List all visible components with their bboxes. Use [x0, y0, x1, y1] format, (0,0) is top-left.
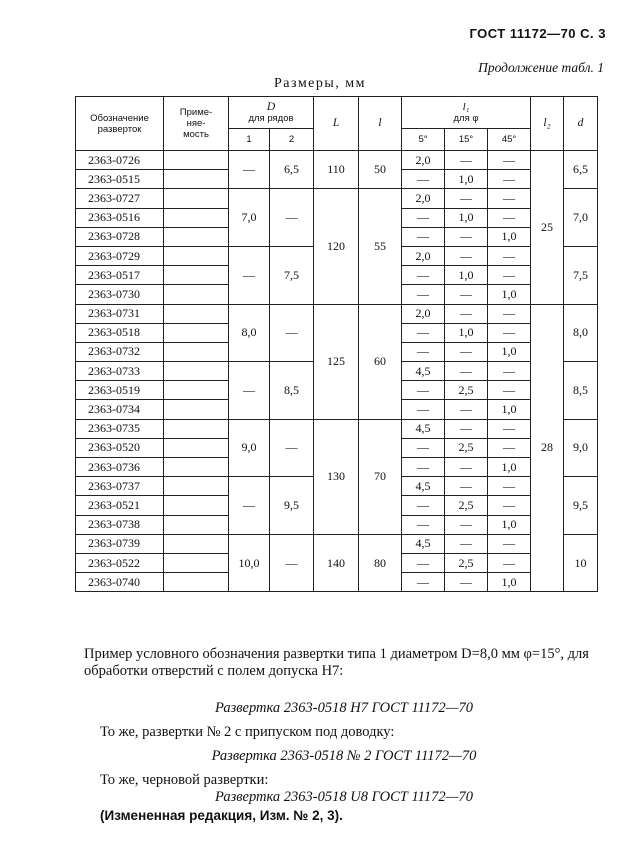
D1-cell: 8,0 [229, 304, 270, 362]
phi5-cell: 4,5 [402, 362, 445, 381]
designation-cell: 2363-0733 [76, 362, 164, 381]
l2-cell: 25 [531, 151, 564, 305]
phi45-cell: 1,0 [488, 342, 531, 361]
phi5-cell: 4,5 [402, 477, 445, 496]
d-cell: 7,0 [564, 189, 598, 247]
use-cell [164, 170, 229, 189]
designation-cell: 2363-0727 [76, 189, 164, 208]
phi5-cell: — [402, 285, 445, 304]
example-designation-1: Развертка 2363-0518 H7 ГОСТ 11172—70 [215, 700, 473, 716]
phi15-cell: — [445, 362, 488, 381]
phi45-cell: 1,0 [488, 573, 531, 592]
phi5-cell: — [402, 266, 445, 285]
use-cell [164, 573, 229, 592]
phi15-cell: 1,0 [445, 323, 488, 342]
l2-cell: 28 [531, 304, 564, 592]
rough-variant-text: То же, черновой развертки: [100, 772, 269, 788]
dimensions-table [75, 96, 597, 592]
designation-cell: 2363-0736 [76, 458, 164, 477]
phi5-cell: — [402, 553, 445, 572]
phi45-cell: — [488, 151, 531, 170]
phi15-cell: — [445, 189, 488, 208]
designation-cell: 2363-0515 [76, 170, 164, 189]
use-cell [164, 496, 229, 515]
designation-cell: 2363-0522 [76, 553, 164, 572]
use-cell [164, 477, 229, 496]
use-cell [164, 304, 229, 323]
designation-cell: 2363-0521 [76, 496, 164, 515]
use-cell [164, 227, 229, 246]
col-use: Приме- няе- мость [164, 97, 229, 151]
use-cell [164, 208, 229, 227]
phi15-cell: 2,5 [445, 553, 488, 572]
designation-cell: 2363-0728 [76, 227, 164, 246]
col-phi-45: 45° [488, 129, 531, 151]
example-designation-2: Развертка 2363-0518 № 2 ГОСТ 11172—70 [211, 748, 477, 764]
use-cell [164, 515, 229, 534]
phi15-cell: — [445, 515, 488, 534]
D2-cell: — [270, 534, 314, 592]
designation-cell: 2363-0516 [76, 208, 164, 227]
use-cell [164, 419, 229, 438]
col-l1-symbol: l₁ [462, 100, 470, 113]
phi15-cell: — [445, 419, 488, 438]
D2-cell: 6,5 [270, 151, 314, 189]
phi15-cell: — [445, 246, 488, 265]
D2-cell: — [270, 419, 314, 477]
phi45-cell: — [488, 266, 531, 285]
use-cell [164, 151, 229, 170]
col-phi-5: 5° [402, 129, 445, 151]
phi5-cell: — [402, 342, 445, 361]
phi5-cell: 4,5 [402, 534, 445, 553]
table-row [76, 189, 598, 208]
use-cell [164, 246, 229, 265]
phi5-cell: 2,0 [402, 151, 445, 170]
phi5-cell: — [402, 227, 445, 246]
phi15-cell: 2,5 [445, 381, 488, 400]
designation-cell: 2363-0731 [76, 304, 164, 323]
designation-cell: 2363-0517 [76, 266, 164, 285]
designation-cell: 2363-0518 [76, 323, 164, 342]
use-cell [164, 266, 229, 285]
phi15-cell: 2,5 [445, 496, 488, 515]
designation-cell: 2363-0738 [76, 515, 164, 534]
use-cell [164, 362, 229, 381]
D1-cell: 9,0 [229, 419, 270, 477]
phi15-cell: — [445, 285, 488, 304]
d-cell: 9,5 [564, 477, 598, 535]
col-l: l [359, 97, 402, 151]
designation-cell: 2363-0519 [76, 381, 164, 400]
col-l2: l₂ [531, 97, 564, 151]
phi45-cell: — [488, 419, 531, 438]
phi45-cell: — [488, 553, 531, 572]
phi15-cell: — [445, 534, 488, 553]
phi15-cell: — [445, 227, 488, 246]
D1-cell: 7,0 [229, 189, 270, 247]
phi5-cell: — [402, 170, 445, 189]
example-designation-3: Развертка 2363-0518 U8 ГОСТ 11172—70 [215, 789, 473, 805]
designation-cell: 2363-0732 [76, 342, 164, 361]
d-cell: 10 [564, 534, 598, 592]
phi5-cell: — [402, 381, 445, 400]
phi5-cell: — [402, 438, 445, 457]
phi45-cell: 1,0 [488, 285, 531, 304]
d-cell: 9,0 [564, 419, 598, 477]
phi15-cell: — [445, 151, 488, 170]
l-cell: 80 [359, 534, 402, 592]
d-cell: 6,5 [564, 151, 598, 189]
designation-cell: 2363-0739 [76, 534, 164, 553]
L-cell: 130 [314, 419, 359, 534]
table-row [76, 151, 598, 170]
D2-cell: — [270, 189, 314, 247]
table-units-title: Размеры, мм [273, 76, 367, 91]
col-designation: Обозначение разверток [76, 97, 164, 151]
col-D-row2: 2 [270, 129, 314, 151]
phi15-cell: 1,0 [445, 170, 488, 189]
phi45-cell: 1,0 [488, 400, 531, 419]
L-cell: 110 [314, 151, 359, 189]
D2-cell: — [270, 304, 314, 362]
designation-cell: 2363-0726 [76, 151, 164, 170]
table-row [76, 304, 598, 323]
col-l1-sub: для φ [453, 112, 479, 124]
use-cell [164, 534, 229, 553]
phi15-cell: 1,0 [445, 266, 488, 285]
example-text: Пример условного обозначения развертки типа 1 диаметром D=8,0 мм φ=15°, для обработки отверстий с полем допуска H7: [84, 646, 589, 679]
phi5-cell: 2,0 [402, 246, 445, 265]
use-cell [164, 400, 229, 419]
phi15-cell: — [445, 458, 488, 477]
D2-cell: 7,5 [270, 246, 314, 304]
phi15-cell: — [445, 573, 488, 592]
col-d: d [564, 97, 598, 151]
phi15-cell: — [445, 477, 488, 496]
use-cell [164, 323, 229, 342]
d-cell: 7,5 [564, 246, 598, 304]
phi45-cell: — [488, 477, 531, 496]
phi45-cell: — [488, 381, 531, 400]
col-D-sub: для рядов [248, 112, 294, 124]
use-cell [164, 285, 229, 304]
phi45-cell: — [488, 246, 531, 265]
col-D [229, 97, 314, 129]
page-header: ГОСТ 11172—70 С. 3 [469, 26, 606, 41]
D1-cell: 10,0 [229, 534, 270, 592]
phi45-cell: — [488, 189, 531, 208]
phi45-cell: — [488, 362, 531, 381]
L-cell: 120 [314, 189, 359, 304]
phi45-cell: — [488, 438, 531, 457]
use-cell [164, 381, 229, 400]
phi5-cell: — [402, 515, 445, 534]
phi45-cell: — [488, 304, 531, 323]
use-cell [164, 438, 229, 457]
D1-cell: — [229, 477, 270, 535]
col-phi-15: 15° [445, 129, 488, 151]
phi5-cell: 4,5 [402, 419, 445, 438]
D1-cell: — [229, 362, 270, 420]
phi45-cell: 1,0 [488, 515, 531, 534]
phi5-cell: 2,0 [402, 189, 445, 208]
col-l1 [402, 97, 531, 129]
use-cell [164, 458, 229, 477]
phi45-cell: — [488, 208, 531, 227]
phi15-cell: 1,0 [445, 208, 488, 227]
phi45-cell: — [488, 496, 531, 515]
designation-cell: 2363-0735 [76, 419, 164, 438]
phi15-cell: — [445, 304, 488, 323]
col-L: L [314, 97, 359, 151]
phi45-cell: — [488, 323, 531, 342]
phi5-cell: — [402, 323, 445, 342]
phi45-cell: — [488, 170, 531, 189]
col-D-symbol: D [266, 100, 276, 113]
designation-cell: 2363-0737 [76, 477, 164, 496]
D2-cell: 9,5 [270, 477, 314, 535]
table-continuation-label: Продолжение табл. 1 [478, 60, 604, 75]
L-cell: 140 [314, 534, 359, 592]
designation-cell: 2363-0520 [76, 438, 164, 457]
designation-cell: 2363-0730 [76, 285, 164, 304]
l-cell: 60 [359, 304, 402, 419]
designation-cell: 2363-0740 [76, 573, 164, 592]
variant-2-text: То же, развертки № 2 с припуском под доводку: [100, 724, 395, 740]
phi45-cell: 1,0 [488, 227, 531, 246]
designation-cell: 2363-0734 [76, 400, 164, 419]
table-row [76, 534, 598, 553]
D1-cell: — [229, 151, 270, 189]
use-cell [164, 553, 229, 572]
designation-cell: 2363-0729 [76, 246, 164, 265]
l-cell: 50 [359, 151, 402, 189]
phi45-cell: 1,0 [488, 458, 531, 477]
D1-cell: — [229, 246, 270, 304]
d-cell: 8,5 [564, 362, 598, 420]
col-D-row1: 1 [229, 129, 270, 151]
phi15-cell: — [445, 342, 488, 361]
phi5-cell: — [402, 573, 445, 592]
use-cell [164, 342, 229, 361]
L-cell: 125 [314, 304, 359, 419]
d-cell: 8,0 [564, 304, 598, 362]
l-cell: 55 [359, 189, 402, 304]
phi5-cell: — [402, 458, 445, 477]
amendment-note: (Измененная редакция, Изм. № 2, 3). [100, 808, 343, 823]
phi15-cell: 2,5 [445, 438, 488, 457]
l-cell: 70 [359, 419, 402, 534]
phi5-cell: — [402, 208, 445, 227]
phi5-cell: — [402, 400, 445, 419]
phi5-cell: 2,0 [402, 304, 445, 323]
phi5-cell: — [402, 496, 445, 515]
phi15-cell: — [445, 400, 488, 419]
example-paragraph [84, 646, 604, 680]
table-row [76, 419, 598, 438]
phi45-cell: — [488, 534, 531, 553]
use-cell [164, 189, 229, 208]
D2-cell: 8,5 [270, 362, 314, 420]
